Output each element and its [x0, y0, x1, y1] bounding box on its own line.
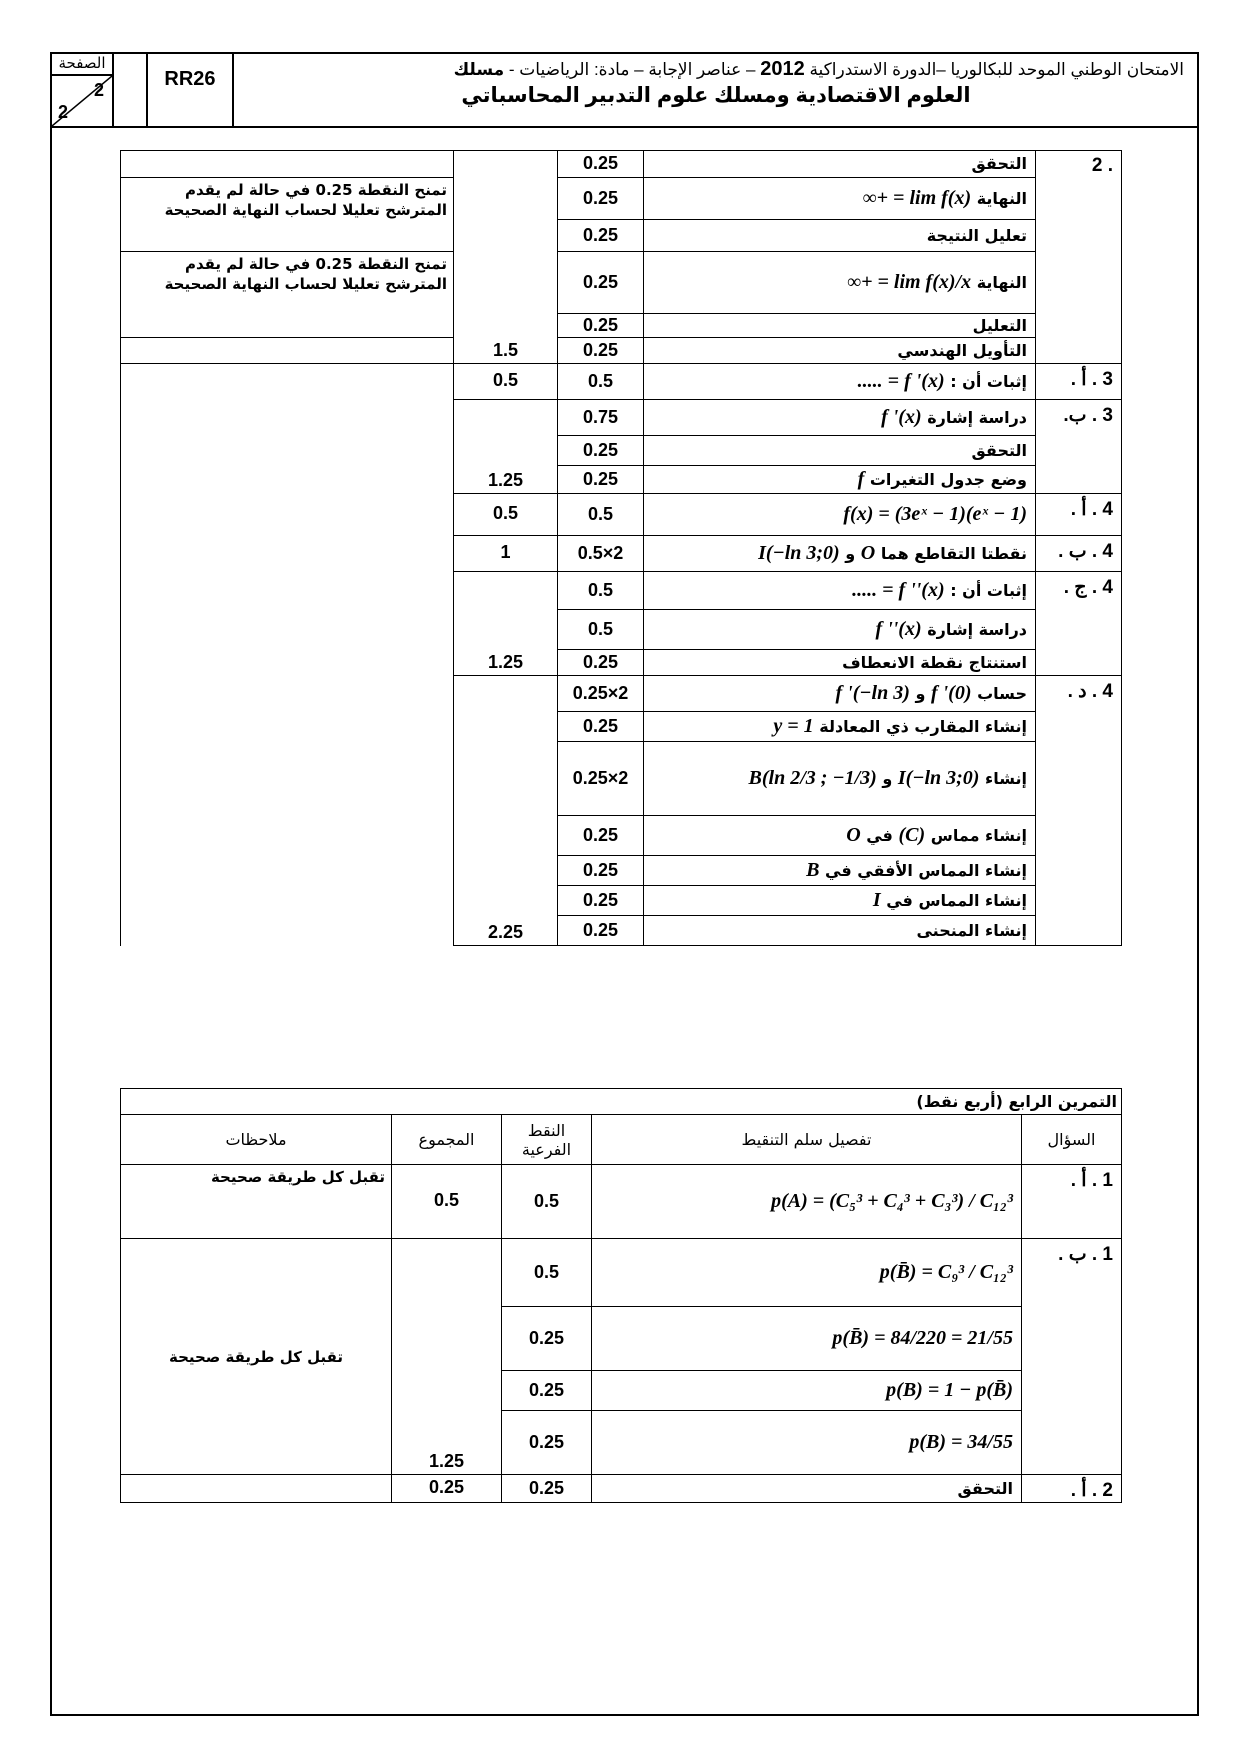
- formula: f '(x): [881, 405, 922, 428]
- sub-points: 0.25: [558, 337, 644, 363]
- question-number: [1022, 1307, 1122, 1371]
- question-number: [1022, 1371, 1122, 1411]
- question-number: 4 . أ .: [1036, 493, 1122, 535]
- total-points: 1.25: [392, 1239, 502, 1475]
- sub-points: 0.25: [558, 649, 644, 675]
- grading-table-exercise-4: [120, 1088, 1122, 1503]
- sub-points: 2×0.25: [558, 741, 644, 815]
- exercise-title: التمرين الرابع (أربع نقط): [121, 1089, 1122, 1115]
- criterion: [592, 1371, 1022, 1411]
- criterion: النهاية lim f(x) = +∞: [644, 177, 1036, 219]
- question-number: [1036, 711, 1122, 741]
- note-empty: [121, 337, 454, 363]
- question-number: 4 . ج .: [1036, 571, 1122, 609]
- total-points: 0.5: [392, 1165, 502, 1239]
- exam-year: 2012: [760, 58, 805, 80]
- formula: I(−ln 3;0): [758, 541, 840, 564]
- question-number: [1036, 741, 1122, 815]
- sub-points: 2×0.5: [558, 535, 644, 571]
- page-current: 2: [93, 80, 104, 100]
- question-number: 4 . د .: [1036, 675, 1122, 711]
- criterion: التحقق: [644, 435, 1036, 465]
- criterion: إنشاء المنحنى: [644, 915, 1036, 945]
- criterion: وضع جدول التغيرات f: [644, 465, 1036, 493]
- criterion: [592, 1411, 1022, 1475]
- question-number: [1036, 609, 1122, 649]
- header-sub-points: النقط الفرعية: [502, 1115, 592, 1165]
- sub-points: 0.25: [558, 915, 644, 945]
- total-points: 1.5: [454, 151, 558, 364]
- criterion: التعليل: [644, 313, 1036, 337]
- sub-points: 0.5: [558, 363, 644, 399]
- limit-formula: lim f(x)/x = +∞: [846, 270, 972, 293]
- formula: f '(x) = .....: [857, 369, 945, 392]
- page-total: 2: [58, 102, 69, 122]
- question-number: 4 . ب .: [1036, 535, 1122, 571]
- sub-points: 0.5: [502, 1165, 592, 1239]
- formula: p(A) = (C₅³ + C₄³ + C₃³) / C₁₂³: [771, 1190, 1013, 1212]
- sub-points: 0.5: [558, 609, 644, 649]
- sub-points: 0.5: [558, 571, 644, 609]
- table-row: [121, 177, 1122, 219]
- header-total: المجموع: [392, 1115, 502, 1165]
- criterion: نقطتا التقاطع هما O و I(−ln 3;0): [644, 535, 1036, 571]
- criterion: إثبات أن : f ''(x) = .....: [644, 571, 1036, 609]
- table-row: [121, 251, 1122, 313]
- table-row: [121, 1165, 1122, 1239]
- question-number: [1036, 465, 1122, 493]
- question-number: [1036, 649, 1122, 675]
- question-number: [1036, 251, 1122, 313]
- total-points: 0.5: [454, 493, 558, 535]
- formula: f ''(x) = .....: [852, 578, 945, 601]
- header-track: مسلك: [453, 60, 505, 79]
- sub-points: 0.5: [558, 493, 644, 535]
- criterion: تعليل النتيجة: [644, 219, 1036, 251]
- sub-points: 0.5: [502, 1239, 592, 1307]
- total-points: 1: [454, 535, 558, 571]
- header-notes: ملاحظات: [121, 1115, 392, 1165]
- header-title: [232, 54, 1198, 126]
- criterion: إنشاء المقارب ذي المعادلة y = 1: [644, 711, 1036, 741]
- criterion: التحقق: [644, 151, 1036, 178]
- note: تمنح النقطة 0.25 في حالة لم يقدم المترشح تعليلا لحساب النهاية الصحيحة: [121, 177, 454, 251]
- formula: p(B̄) = 84/220 = 21/55: [832, 1327, 1013, 1349]
- sub-points: 0.25: [558, 465, 644, 493]
- sub-points: 0.25: [558, 219, 644, 251]
- grading-table-exercise-3: [120, 150, 1122, 946]
- criterion: التأويل الهندسي: [644, 337, 1036, 363]
- sub-points: 0.25: [558, 435, 644, 465]
- sub-points: 0.25: [558, 177, 644, 219]
- sub-points: 0.25: [558, 151, 644, 178]
- total-points: 1.25: [454, 571, 558, 675]
- question-number: [1036, 219, 1122, 251]
- sub-points: 0.75: [558, 399, 644, 435]
- header-line-2: العلوم الاقتصادية ومسلك علوم التدبير المحاسباتي: [461, 84, 971, 107]
- formula: B(ln 2/3 ; −1/3): [748, 766, 877, 789]
- question-number: [1036, 885, 1122, 915]
- formula: f ''(x): [875, 617, 922, 640]
- question-number: 1 . أ .: [1022, 1165, 1122, 1239]
- criterion: [644, 493, 1036, 535]
- question-number: [1036, 855, 1122, 885]
- total-points: 0.25: [392, 1475, 502, 1503]
- note: تمنح النقطة 0.25 في حالة لم يقدم المترشح تعليلا لحساب النهاية الصحيحة: [121, 251, 454, 337]
- sub-points: 2×0.25: [558, 675, 644, 711]
- criterion: [592, 1165, 1022, 1239]
- criterion: التحقق: [592, 1475, 1022, 1503]
- formula: f '(−ln 3): [835, 681, 910, 704]
- criterion: استنتاج نقطة الانعطاف: [644, 649, 1036, 675]
- formula: f(x) = (3eˣ − 1)(eˣ − 1): [843, 502, 1027, 525]
- criterion: إنشاء I(−ln 3;0) و B(ln 2/3 ; −1/3): [644, 741, 1036, 815]
- sub-points: 0.25: [558, 251, 644, 313]
- question-number: [1036, 915, 1122, 945]
- formula: p(B̄) = C₉³ / C₁₂³: [879, 1261, 1013, 1283]
- question-number: [1036, 435, 1122, 465]
- document-header: [50, 52, 1199, 128]
- sub-points: 0.25: [502, 1371, 592, 1411]
- criterion: إنشاء المماس في I: [644, 885, 1036, 915]
- question-number: . 2: [1036, 151, 1122, 178]
- question-number: 3 . أ .: [1036, 363, 1122, 399]
- sub-points: 0.25: [558, 855, 644, 885]
- note: تقبل كل طريقة صحيحة: [121, 1165, 392, 1239]
- limit-formula: lim f(x) = +∞: [862, 186, 972, 209]
- criterion: حساب f '(0) و f '(−ln 3): [644, 675, 1036, 711]
- total-points: 1.25: [454, 399, 558, 493]
- total-points: 0.5: [454, 363, 558, 399]
- note: تقبل كل طريقة صحيحة: [121, 1239, 392, 1475]
- table-row: [121, 1239, 1122, 1307]
- question-number: 3 . ب.: [1036, 399, 1122, 435]
- header-detail: تفصيل سلم التنقيط: [592, 1115, 1022, 1165]
- sub-points: 0.25: [558, 815, 644, 855]
- formula: f '(0): [930, 681, 972, 704]
- sub-points: 0.25: [502, 1475, 592, 1503]
- criterion: النهاية lim f(x)/x = +∞: [644, 251, 1036, 313]
- exam-code: RR26: [146, 54, 232, 126]
- header-line-1: [234, 58, 1198, 81]
- question-number: [1036, 313, 1122, 337]
- question-number: [1036, 815, 1122, 855]
- note-empty: [121, 1475, 392, 1503]
- note-empty: [121, 363, 454, 945]
- table-header-row: [121, 1115, 1122, 1165]
- sub-points: 0.25: [558, 711, 644, 741]
- table-row: [121, 337, 1122, 363]
- criterion: [592, 1239, 1022, 1307]
- question-number: 2 . أ .: [1022, 1475, 1122, 1503]
- note-empty: [121, 151, 454, 178]
- table-row: [121, 151, 1122, 178]
- criterion: إثبات أن : f '(x) = .....: [644, 363, 1036, 399]
- formula: I(−ln 3;0): [897, 766, 980, 789]
- formula: p(B) = 34/55: [909, 1431, 1013, 1453]
- criterion: دراسة إشارة f '(x): [644, 399, 1036, 435]
- formula: f: [857, 467, 865, 490]
- table-row: [121, 1475, 1122, 1503]
- question-number: [1022, 1411, 1122, 1475]
- total-points: 2.25: [454, 675, 558, 945]
- page-label: الصفحة: [52, 54, 112, 76]
- header-question: السؤال: [1022, 1115, 1122, 1165]
- table-title-row: [121, 1089, 1122, 1115]
- question-number: 1 . ب .: [1022, 1239, 1122, 1307]
- page-number-box: [52, 54, 114, 126]
- header-suffix: – عناصر الإجابة – مادة: الرياضيات -: [504, 60, 756, 79]
- sub-points: 0.25: [502, 1307, 592, 1371]
- sub-points: 0.25: [558, 885, 644, 915]
- table-row: [121, 363, 1122, 399]
- criterion: إنشاء المماس الأفقي في B: [644, 855, 1036, 885]
- criterion: دراسة إشارة f ''(x): [644, 609, 1036, 649]
- criterion: إنشاء مماس (C) في O: [644, 815, 1036, 855]
- question-number: [1036, 177, 1122, 219]
- formula: p(B) = 1 − p(B̄): [886, 1379, 1013, 1401]
- question-number: [1036, 337, 1122, 363]
- criterion: [592, 1307, 1022, 1371]
- header-prefix: الامتحان الوطني الموحد للبكالوريا –الدورة الاستدراكية: [809, 60, 1184, 79]
- sub-points: 0.25: [558, 313, 644, 337]
- formula: y = 1: [773, 714, 814, 737]
- sub-points: 0.25: [502, 1411, 592, 1475]
